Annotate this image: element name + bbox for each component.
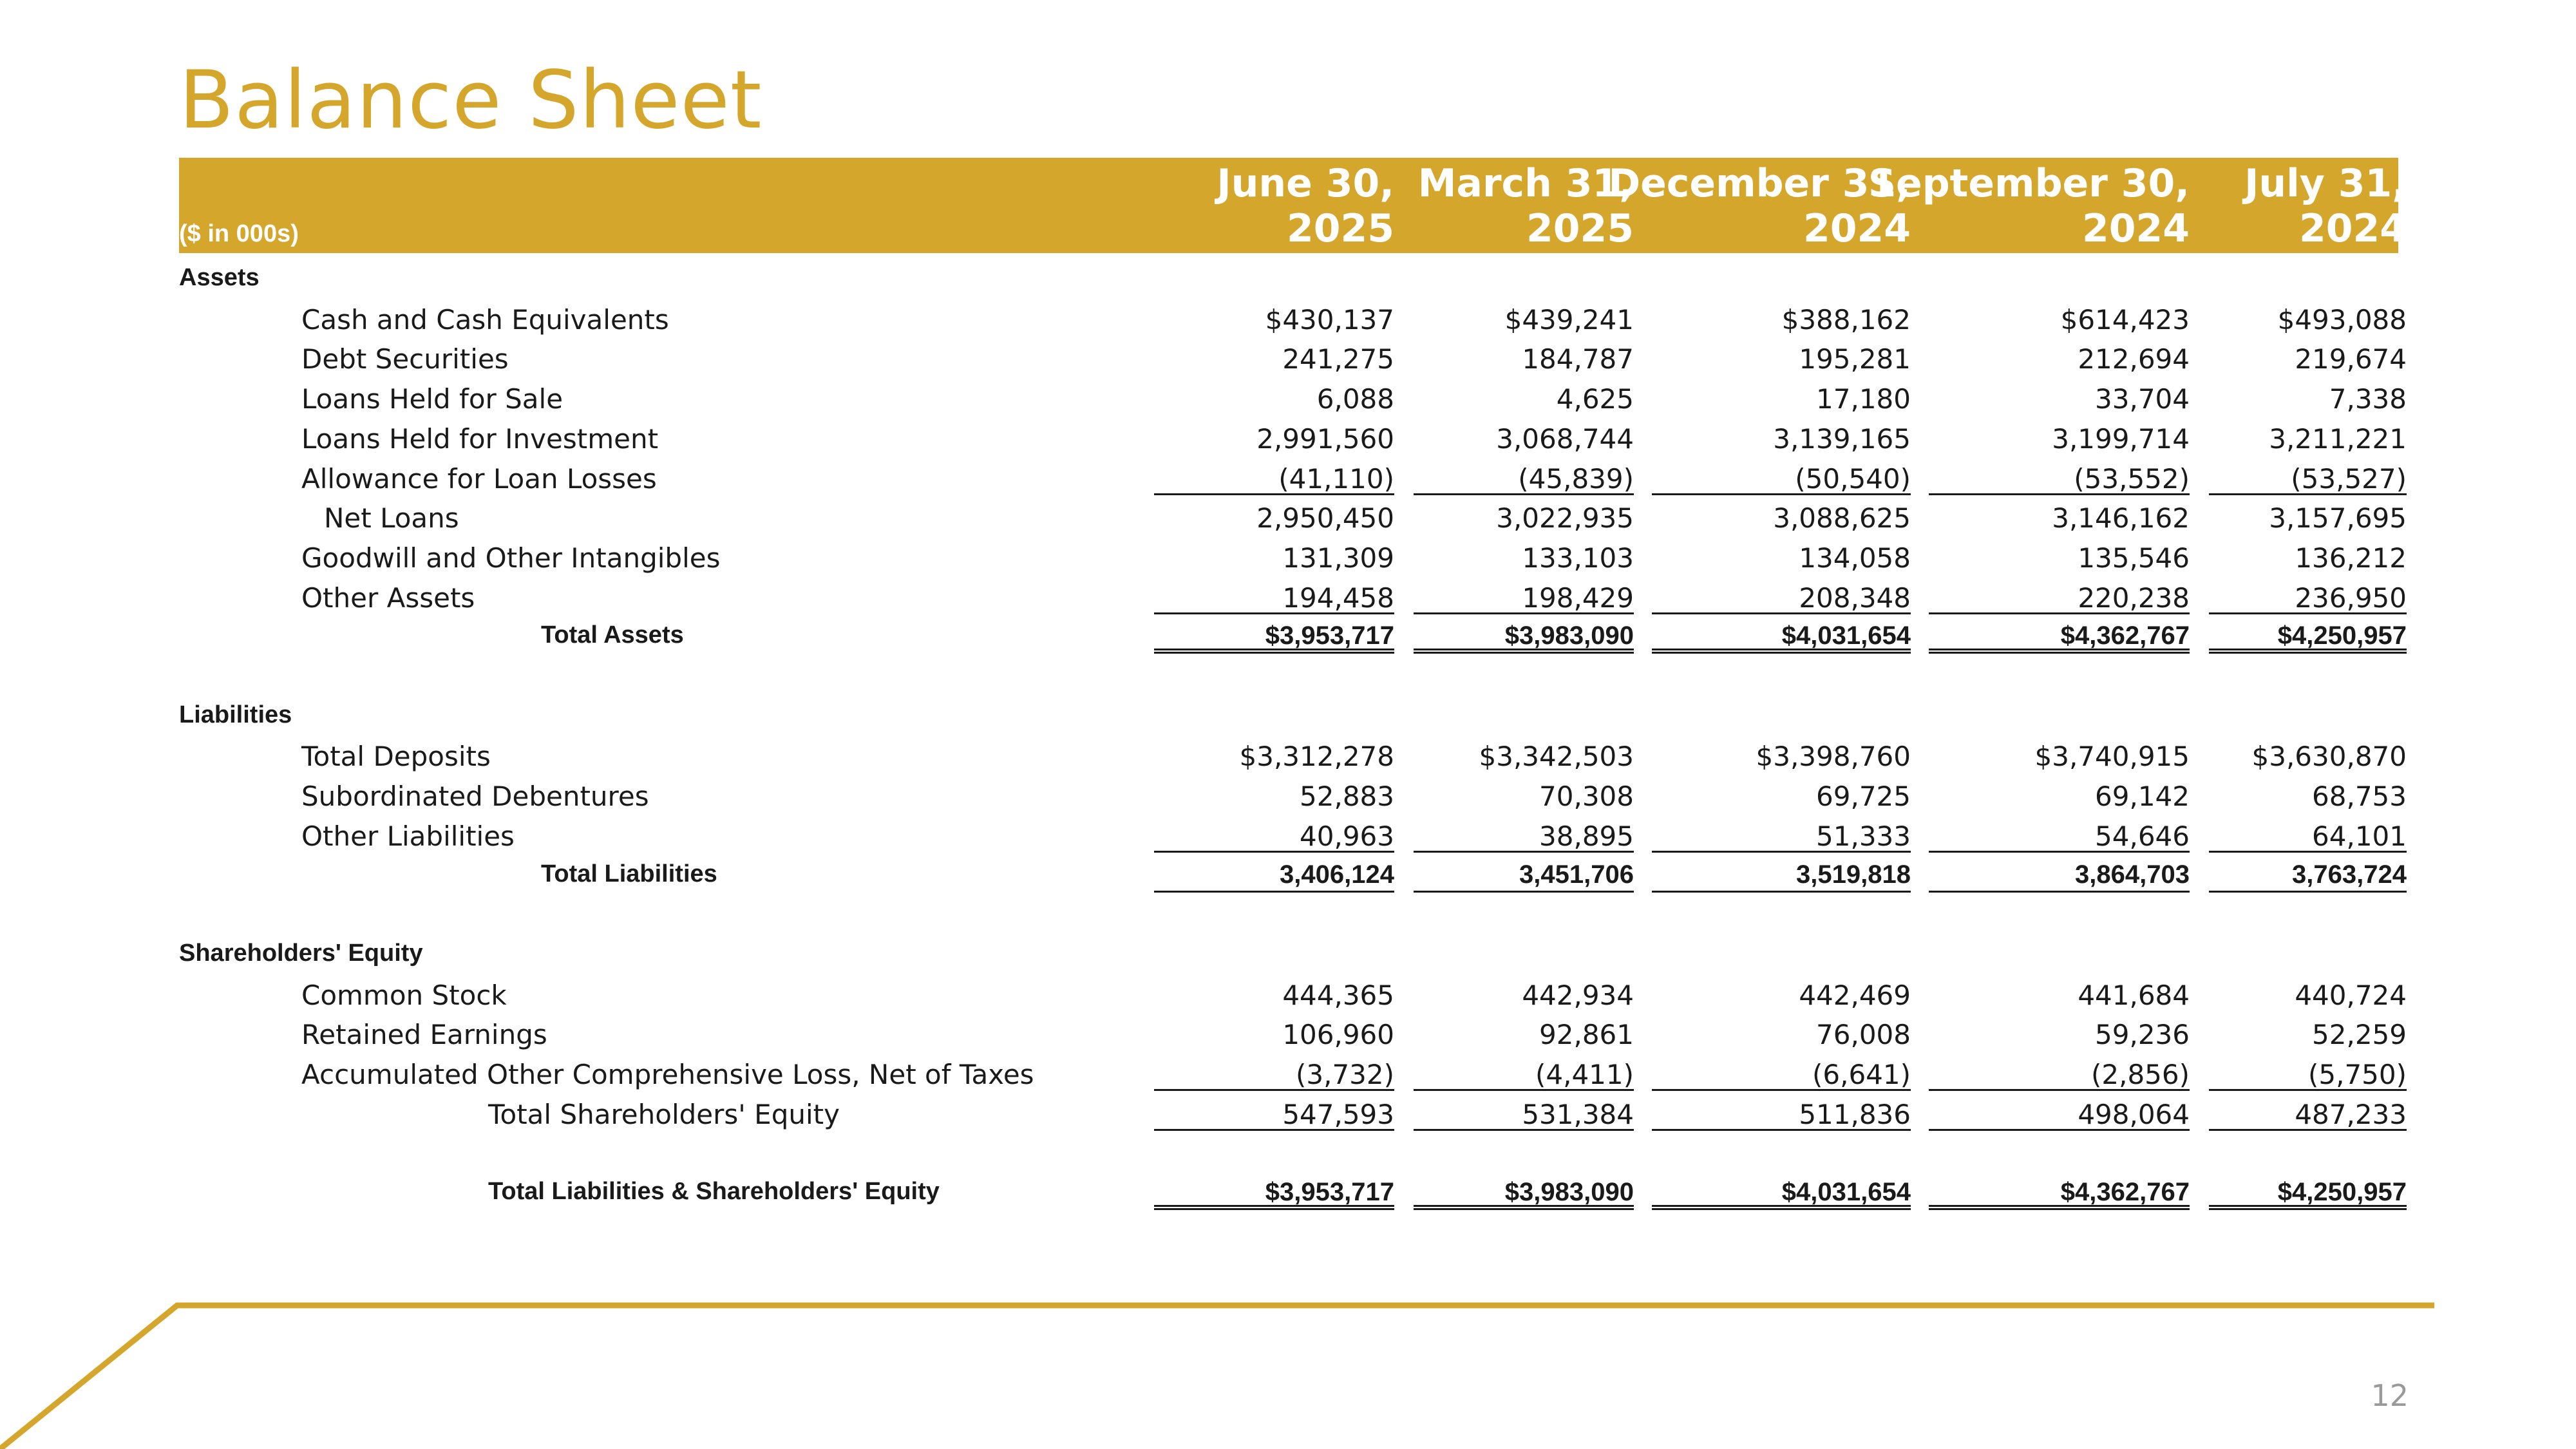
cell-value: 3,146,162 bbox=[2052, 502, 2190, 534]
cell-value: 131,309 bbox=[1282, 542, 1394, 574]
cell-value: 52,883 bbox=[1300, 781, 1394, 812]
cell-value: 3,088,625 bbox=[1773, 502, 1911, 534]
cell-value: $3,983,090 bbox=[1504, 621, 1634, 650]
cell-value: (3,732) bbox=[1295, 1059, 1394, 1090]
cell-value: $4,250,957 bbox=[2277, 621, 2407, 650]
cell-value: 3,211,221 bbox=[2269, 423, 2407, 455]
cell-value: 208,348 bbox=[1799, 582, 1911, 614]
cell-value: $3,983,090 bbox=[1504, 1178, 1634, 1206]
row-label: Loans Held for Sale bbox=[301, 383, 564, 415]
cell-value: $4,031,654 bbox=[1781, 1178, 1911, 1206]
cell-value: 212,694 bbox=[2078, 343, 2190, 375]
cell-value: 3,406,124 bbox=[1280, 860, 1394, 889]
cell-value: 3,199,714 bbox=[2052, 423, 2190, 455]
cell-value: $3,630,870 bbox=[2251, 741, 2407, 772]
unit-label: ($ in 000s) bbox=[179, 220, 299, 247]
cell-value: 547,593 bbox=[1282, 1099, 1394, 1130]
cell-value: 40,963 bbox=[1300, 820, 1394, 852]
column-header-year: 2024 bbox=[2082, 206, 2190, 251]
cell-value: 4,625 bbox=[1556, 383, 1634, 415]
cell-value: 3,157,695 bbox=[2269, 502, 2407, 534]
cell-value: $3,312,278 bbox=[1239, 741, 1394, 772]
row-label: Total Liabilities bbox=[541, 860, 717, 887]
cell-value: 33,704 bbox=[2095, 383, 2190, 415]
cell-value: 70,308 bbox=[1539, 781, 1634, 812]
cell-value: 136,212 bbox=[2295, 542, 2407, 574]
cell-value: 3,864,703 bbox=[2075, 860, 2190, 889]
page-title: Balance Sheet bbox=[179, 54, 762, 147]
cell-value: 133,103 bbox=[1522, 542, 1634, 574]
cell-value: 440,724 bbox=[2295, 980, 2407, 1011]
cell-value: 241,275 bbox=[1282, 343, 1394, 375]
cell-value: 92,861 bbox=[1539, 1019, 1634, 1050]
cell-value: 68,753 bbox=[2312, 781, 2407, 812]
cell-value: 76,008 bbox=[1816, 1019, 1911, 1050]
column-header-year: 2024 bbox=[2299, 206, 2407, 251]
cell-value: 441,684 bbox=[2078, 980, 2190, 1011]
column-header-date: March 31, bbox=[1417, 161, 1634, 206]
cell-value: 59,236 bbox=[2095, 1019, 2190, 1050]
cell-value: (45,839) bbox=[1518, 463, 1634, 495]
cell-value: (4,411) bbox=[1535, 1059, 1634, 1090]
cell-value: $3,740,915 bbox=[2034, 741, 2190, 772]
cell-value: 195,281 bbox=[1799, 343, 1911, 375]
row-label: Total Assets bbox=[541, 621, 684, 649]
cell-value: 6,088 bbox=[1316, 383, 1394, 415]
cell-value: (53,527) bbox=[2291, 463, 2407, 495]
cell-value: 3,068,744 bbox=[1496, 423, 1634, 455]
cell-value: 194,458 bbox=[1282, 582, 1394, 614]
row-label: Debt Securities bbox=[301, 343, 509, 375]
cell-value: 498,064 bbox=[2078, 1099, 2190, 1130]
row-label: Retained Earnings bbox=[301, 1019, 547, 1050]
row-label: Shareholders' Equity bbox=[179, 940, 423, 967]
cell-value: 198,429 bbox=[1522, 582, 1634, 614]
cell-value: $388,162 bbox=[1781, 304, 1911, 336]
cell-value: (5,750) bbox=[2307, 1059, 2407, 1090]
column-header-date: December 31, bbox=[1608, 161, 1911, 206]
cell-value: $439,241 bbox=[1504, 304, 1634, 336]
row-label: Cash and Cash Equivalents bbox=[301, 304, 669, 336]
cell-value: (6,641) bbox=[1812, 1059, 1911, 1090]
cell-value: $3,953,717 bbox=[1265, 1178, 1394, 1206]
cell-value: 2,991,560 bbox=[1256, 423, 1394, 455]
column-header-date: June 30, bbox=[1217, 161, 1394, 206]
cell-value: 106,960 bbox=[1282, 1019, 1394, 1050]
cell-value: 134,058 bbox=[1799, 542, 1911, 574]
cell-value: 184,787 bbox=[1522, 343, 1634, 375]
cell-value: 135,546 bbox=[2078, 542, 2190, 574]
cell-value: 2,950,450 bbox=[1256, 502, 1394, 534]
cell-value: 3,451,706 bbox=[1519, 860, 1634, 889]
cell-value: 511,836 bbox=[1799, 1099, 1911, 1130]
cell-value: 3,139,165 bbox=[1773, 423, 1911, 455]
cell-value: 3,022,935 bbox=[1496, 502, 1634, 534]
row-label: Accumulated Other Comprehensive Loss, Net of Taxes bbox=[301, 1059, 1034, 1090]
cell-value: (41,110) bbox=[1278, 463, 1394, 495]
page-number: 12 bbox=[2371, 1378, 2409, 1413]
row-label: Other Liabilities bbox=[301, 820, 515, 852]
cell-value: 52,259 bbox=[2312, 1019, 2407, 1050]
row-label: Total Shareholders' Equity bbox=[488, 1099, 840, 1130]
cell-value: $3,342,503 bbox=[1479, 741, 1634, 772]
column-header-date: July 31, bbox=[2244, 161, 2407, 206]
cell-value: $4,362,767 bbox=[2060, 621, 2190, 650]
cell-value: 7,338 bbox=[2329, 383, 2407, 415]
cell-value: $493,088 bbox=[2277, 304, 2407, 336]
cell-value: $3,953,717 bbox=[1265, 621, 1394, 650]
cell-value: 3,519,818 bbox=[1796, 860, 1911, 889]
cell-value: 51,333 bbox=[1816, 820, 1911, 852]
cell-value: (50,540) bbox=[1795, 463, 1911, 495]
cell-value: $4,250,957 bbox=[2277, 1178, 2407, 1206]
row-label: Other Assets bbox=[301, 582, 475, 614]
cell-value: 487,233 bbox=[2295, 1099, 2407, 1130]
row-label: Total Deposits bbox=[301, 741, 491, 772]
cell-value: 69,142 bbox=[2095, 781, 2190, 812]
row-label: Assets bbox=[179, 264, 260, 291]
cell-value: 444,365 bbox=[1282, 980, 1394, 1011]
cell-value: $430,137 bbox=[1265, 304, 1394, 336]
column-header-year: 2025 bbox=[1287, 206, 1394, 251]
cell-value: 69,725 bbox=[1816, 781, 1911, 812]
row-label: Common Stock bbox=[301, 980, 507, 1011]
row-label: Total Liabilities & Shareholders' Equity bbox=[488, 1178, 940, 1205]
row-label: Allowance for Loan Losses bbox=[301, 463, 657, 495]
row-label: Net Loans bbox=[324, 502, 459, 534]
cell-value: $4,362,767 bbox=[2060, 1178, 2190, 1206]
cell-value: 38,895 bbox=[1539, 820, 1634, 852]
cell-value: 3,763,724 bbox=[2292, 860, 2407, 889]
cell-value: 219,674 bbox=[2295, 343, 2407, 375]
cell-value: (53,552) bbox=[2074, 463, 2190, 495]
column-header-year: 2024 bbox=[1803, 206, 1911, 251]
row-label: Subordinated Debentures bbox=[301, 781, 649, 812]
cell-value: $4,031,654 bbox=[1781, 621, 1911, 650]
cell-value: 64,101 bbox=[2312, 820, 2407, 852]
cell-value: 17,180 bbox=[1816, 383, 1911, 415]
cell-value: 54,646 bbox=[2095, 820, 2190, 852]
column-header-date: September 30, bbox=[1868, 161, 2190, 206]
column-header-year: 2025 bbox=[1526, 206, 1634, 251]
cell-value: 236,950 bbox=[2295, 582, 2407, 614]
cell-value: (2,856) bbox=[2090, 1059, 2190, 1090]
row-label: Loans Held for Investment bbox=[301, 423, 659, 455]
row-label: Liabilities bbox=[179, 701, 292, 728]
cell-value: $3,398,760 bbox=[1756, 741, 1911, 772]
cell-value: $614,423 bbox=[2060, 304, 2190, 336]
cell-value: 442,469 bbox=[1799, 980, 1911, 1011]
cell-value: 442,934 bbox=[1522, 980, 1634, 1011]
cell-value: 220,238 bbox=[2078, 582, 2190, 614]
cell-value: 531,384 bbox=[1522, 1099, 1634, 1130]
row-label: Goodwill and Other Intangibles bbox=[301, 542, 721, 574]
